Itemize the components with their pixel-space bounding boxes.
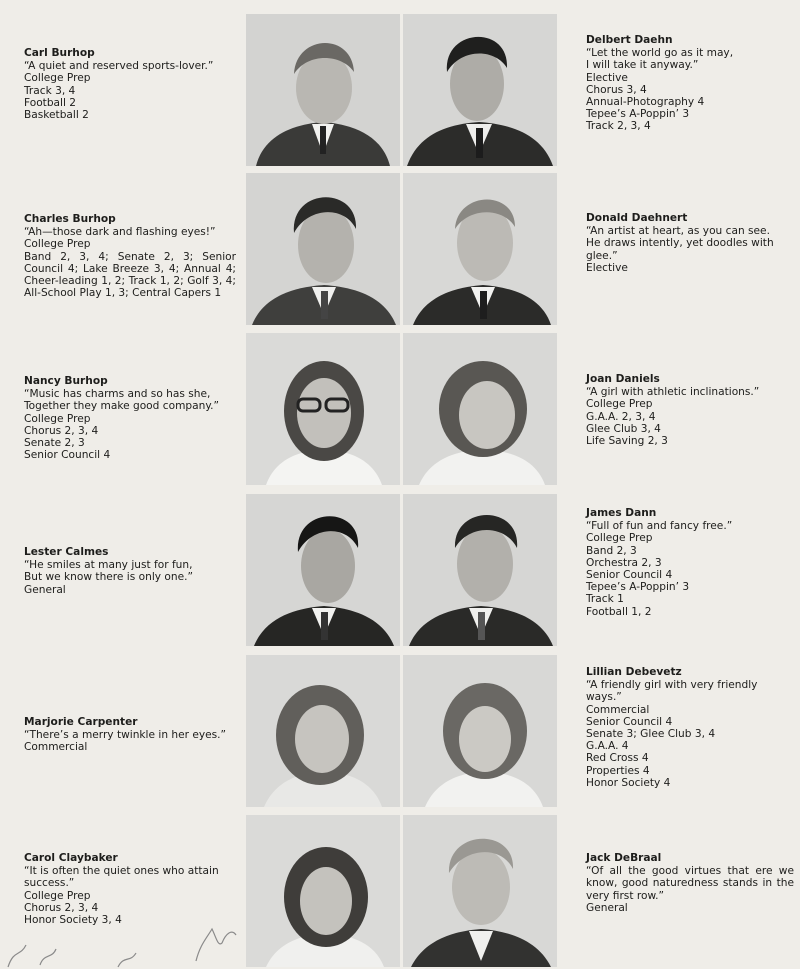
portrait-photo-jack-debraal: [403, 815, 557, 967]
student-entry-jack-debraal: [586, 852, 794, 914]
student-name: Joan Daniels: [586, 373, 660, 385]
student-quote: “It is often the quiet ones who attain success.”: [24, 865, 219, 890]
student-activity: Track 2, 3, 4: [586, 120, 651, 133]
student-activity: Life Saving 2, 3: [586, 435, 668, 448]
student-entry-nancy-burhop: [24, 375, 239, 461]
student-activity: Honor Society 4: [586, 776, 671, 789]
student-activity: Properties 4: [586, 764, 650, 777]
student-entry-donald-daehnert: [586, 212, 776, 274]
student-course: College Prep: [24, 72, 91, 85]
student-activity: Senate 2, 3: [24, 437, 85, 450]
student-activity: Annual-Photography 4: [586, 96, 705, 109]
student-course: College Prep: [24, 412, 91, 425]
student-activity: G.A.A. 2, 3, 4: [586, 410, 656, 423]
student-activity: Chorus 2, 3, 4: [24, 424, 99, 437]
student-activity: Tepee’s A-Poppin’ 3: [586, 108, 690, 121]
portrait-photo-james-dann: [403, 494, 557, 646]
student-entry-carl-burhop: [24, 47, 239, 121]
student-name: Lillian Debevetz: [586, 666, 682, 678]
portrait-photo-charles-burhop: [246, 173, 400, 325]
student-name: Charles Burhop: [24, 213, 116, 225]
student-course: Commercial: [24, 741, 88, 754]
student-activity: G.A.A. 4: [586, 740, 629, 753]
student-course: College Prep: [24, 238, 91, 251]
student-quote: “A friendly girl with very friendly ways.”: [586, 679, 758, 704]
student-course: General: [24, 583, 66, 596]
portrait-photo-donald-daehnert: [403, 173, 557, 325]
student-activity: Orchestra 2, 3: [586, 556, 662, 569]
student-entry-james-dann: [586, 507, 792, 618]
student-name: Marjorie Carpenter: [24, 716, 138, 728]
student-name: Carl Burhop: [24, 47, 95, 59]
student-entry-joan-daniels: [586, 373, 792, 447]
student-activity: Red Cross 4: [586, 752, 649, 765]
student-quote: “Let the world go as it may, I will take it anyway.”: [586, 47, 734, 72]
student-activity: Football 1, 2: [586, 605, 652, 618]
student-quote: “Of all the good virtues that ere we know, good naturedness stands in the very first row.”: [586, 865, 794, 902]
student-quote: “He smiles at many just for fun, But we know there is only one.”: [24, 559, 193, 584]
student-activity: Senior Council 4: [586, 569, 673, 582]
student-name: Donald Daehnert: [586, 212, 688, 224]
student-activity: Band 2, 3: [586, 544, 637, 557]
student-course: General: [586, 901, 628, 914]
student-activity: Tepee’s A-Poppin’ 3: [586, 581, 690, 594]
student-name: Delbert Daehn: [586, 34, 673, 46]
student-activities: Band 2, 3, 4; Senate 2, 3; Senior Council 4; Lake Breeze 3, 4; Annual 4; Cheer-leading 1, 2; Track 1, 2; Golf 3, 4; All-School Play 1, 3; Central Capers 1: [24, 250, 236, 300]
student-activity: Senate 3; Glee Club 3, 4: [586, 728, 716, 741]
student-activity: Senior Council 4: [586, 715, 673, 728]
student-activity: Senior Council 4: [24, 449, 111, 462]
portrait-photo-lillian-debevetz: [403, 655, 557, 807]
student-quote: “A quiet and reserved sports-lover.”: [24, 60, 214, 73]
student-name: Carol Claybaker: [24, 852, 118, 864]
portrait-photo-carol-claybaker: [246, 815, 400, 967]
student-activity: Chorus 3, 4: [586, 83, 647, 96]
portrait-photo-lester-calmes: [246, 494, 400, 646]
student-activity: Track 1: [586, 593, 624, 606]
student-entry-lillian-debevetz: [586, 666, 776, 789]
student-activity: Football 2: [24, 96, 77, 109]
student-name: James Dann: [586, 507, 657, 519]
student-quote: “There’s a merry twinkle in her eyes.”: [24, 729, 227, 742]
portrait-photo-joan-daniels: [403, 333, 557, 485]
student-name: Nancy Burhop: [24, 375, 108, 387]
student-course: College Prep: [586, 532, 653, 545]
student-entry-lester-calmes: [24, 546, 239, 596]
student-entry-charles-burhop: [24, 213, 236, 299]
student-entry-marjorie-carpenter: [24, 716, 239, 754]
student-name: Jack DeBraal: [586, 852, 662, 864]
student-quote: “Ah—those dark and flashing eyes!”: [24, 226, 216, 239]
portrait-photo-marjorie-carpenter: [246, 655, 400, 807]
student-course: College Prep: [24, 889, 91, 902]
student-quote: “Full of fun and fancy free.”: [586, 520, 733, 533]
student-course: Commercial: [586, 703, 650, 716]
student-entry-delbert-daehn: [586, 34, 792, 133]
student-quote: “A girl with athletic inclinations.”: [586, 386, 760, 399]
student-activity: Honor Society 3, 4: [24, 914, 122, 927]
student-activity: Glee Club 3, 4: [586, 422, 661, 435]
student-name: Lester Calmes: [24, 546, 109, 558]
student-activity: Chorus 2, 3, 4: [24, 901, 99, 914]
portrait-photo-carl-burhop: [246, 14, 400, 166]
student-activity: Basketball 2: [24, 109, 89, 122]
student-activity: Track 3, 4: [24, 84, 76, 97]
student-course: College Prep: [586, 398, 653, 411]
portrait-photo-nancy-burhop: [246, 333, 400, 485]
student-quote: “Music has charms and so has she, Together they make good company.”: [24, 388, 219, 413]
pencil-scribble-icon: [0, 909, 260, 969]
portrait-photo-delbert-daehn: [403, 14, 557, 166]
student-quote: “An artist at heart, as you can see. He draws intently, yet doodles with glee.”: [586, 225, 774, 262]
student-course: Elective: [586, 261, 628, 274]
student-course: Elective: [586, 71, 628, 84]
